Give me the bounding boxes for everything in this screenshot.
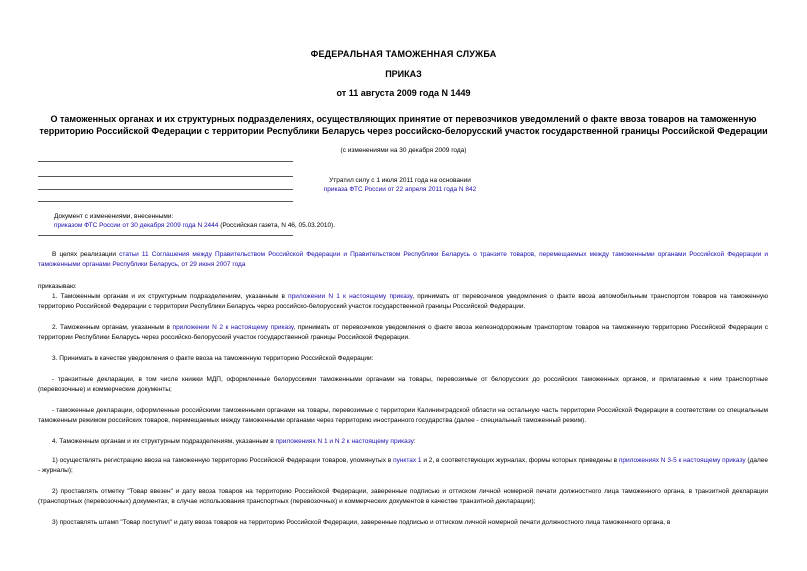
item-2-text-tail: , принимать от перевозчиков уведомления о факте ввоза железнодорожным транспортом товаров на таможенную территорию Российской Федерации с территории Республики Беларусь через российско-белорусский участок государственной границы Российской Федерации. xyxy=(38,324,768,341)
document-type: ПРИКАЗ xyxy=(385,69,422,79)
amendments-intro: Документ с изменениями, внесенными: xyxy=(54,213,174,220)
item-2 xyxy=(38,323,768,342)
lost-force-text: Утратил силу с 1 июля 2011 года на основании xyxy=(329,177,471,184)
item-1 xyxy=(38,292,768,311)
divider xyxy=(38,161,293,162)
item-3: 3. Принимать в качестве уведомления о факте ввоза на таможенную территорию Российской Федерации: xyxy=(52,355,374,362)
preamble-text: В целях реализации xyxy=(52,251,120,258)
divider xyxy=(38,235,293,236)
item-4-1-text: 1) осуществлять регистрацию ввоза на таможенную территорию Российской Федерации товаров, упомянутых в xyxy=(52,457,394,464)
appendices-3-5-link[interactable]: приложениях N 3-5 к настоящему приказу xyxy=(618,457,746,464)
preamble-paragraph xyxy=(38,250,768,269)
divider xyxy=(38,176,293,177)
lost-force-block xyxy=(300,176,500,194)
item-4-2: 2) проставлять отметку "Товар ввезен" и дату ввоза товаров на территорию Российской Федерации, заверенные подписью и оттиском личной номерной печати должностного лица таможенного органа, в транзитной декларации (транспортных (перевозочных) документах, в случае использования транспортных (перевозочных) и коммерческих документов в качестве транзитной декларации); xyxy=(38,488,768,505)
item-4-text-tail: : xyxy=(413,438,416,445)
document-date-number: от 11 августа 2009 года N 1449 xyxy=(336,88,471,98)
appendix-1-link[interactable]: приложении N 1 к настоящему приказу xyxy=(288,293,413,300)
orders-word: приказываю: xyxy=(38,283,77,290)
preamble-link[interactable]: статьи 11 Соглашения между Правительством Российской Федерации и Правительством Республики Беларусь о транзите товаров, перемещаемых между таможенными органами Российской Федерации и таможенными органами Республики Беларусь, от 29 июня 2007 года xyxy=(38,251,768,268)
item-4-1 xyxy=(38,456,768,475)
lost-force-link[interactable]: приказа ФТС России от 22 апреля 2011 года N 842 xyxy=(323,186,477,193)
amendment-source: (Российская газета, N 46, 05.03.2010). xyxy=(218,222,336,229)
amendment-link[interactable]: приказом ФТС России от 30 декабря 2009 года N 2444 xyxy=(54,222,219,229)
item-3-2: - таможенные декларации, оформленные российскими таможенными органами на товары, перевозимые с территории Калининградской области на остальную часть территории Российской Федерации в соответствии со специальным таможенным режимом российских товаров, перемещаемых между таможенными органами через территорию иностранного государства (далее - специальный таможенный режим). xyxy=(38,407,768,424)
item-2-text: 2. Таможенным органам, указанным в xyxy=(52,324,173,331)
item-3-1: - транзитные декларации, в том числе книжки МДП, оформленные белорусскими таможенными органами на товары, перевозимые от белорусских до российских таможенных органов, и прилагаемые к ним транспортные (перевозочные) и коммерческие документы; xyxy=(38,376,768,393)
item-4-1-tail: (далее - журналы); xyxy=(38,457,769,474)
document-title: О таможенных органах и их структурных подразделениях, осуществляющих принятие от перевозчиков уведомлений о факте ввоза товаров на таможенную территорию Российской Федерации с территории Республики Беларусь через российско-белорусский участок государственной границы Российской Федерации xyxy=(39,114,768,136)
appendix-2-link[interactable]: приложении N 2 к настоящему приказу xyxy=(172,324,294,331)
item-1-text-tail: , принимать от перевозчиков уведомления о факте ввоза автомобильным транспортом товаров на таможенную территорию Российской Федерации с территории Республики Беларусь через российско-белорусский участок государственной границы Российской Федерации. xyxy=(38,293,768,310)
amendments-block xyxy=(54,212,414,230)
item-4-text: 4. Таможенным органам и их структурным подразделениям, указанным в xyxy=(52,438,276,445)
items-1-link[interactable]: пунктах 1 xyxy=(393,457,422,464)
divider xyxy=(38,189,293,190)
divider xyxy=(38,201,293,202)
agency-name: ФЕДЕРАЛЬНАЯ ТАМОЖЕННАЯ СЛУЖБА xyxy=(310,49,497,59)
item-1-text: 1. Таможенным органам и их структурным подразделениям, указанным в xyxy=(52,293,289,300)
changes-note: (с изменениями на 30 декабря 2009 года) xyxy=(340,147,467,154)
item-4-3: 3) проставлять штамп "Товар поступил" и дату ввоза товаров на территорию Российской Федерации, заверенные подписью и оттиском личной номерной печати должностного лица таможенного органа, в xyxy=(52,519,671,526)
appendices-1-2-link[interactable]: приложениях N 1 и N 2 к настоящему приказу xyxy=(275,438,414,445)
item-4 xyxy=(38,437,768,447)
item-4-1-mid: и 2, в соответствующих журналах, формы которых приведены в xyxy=(421,457,619,464)
